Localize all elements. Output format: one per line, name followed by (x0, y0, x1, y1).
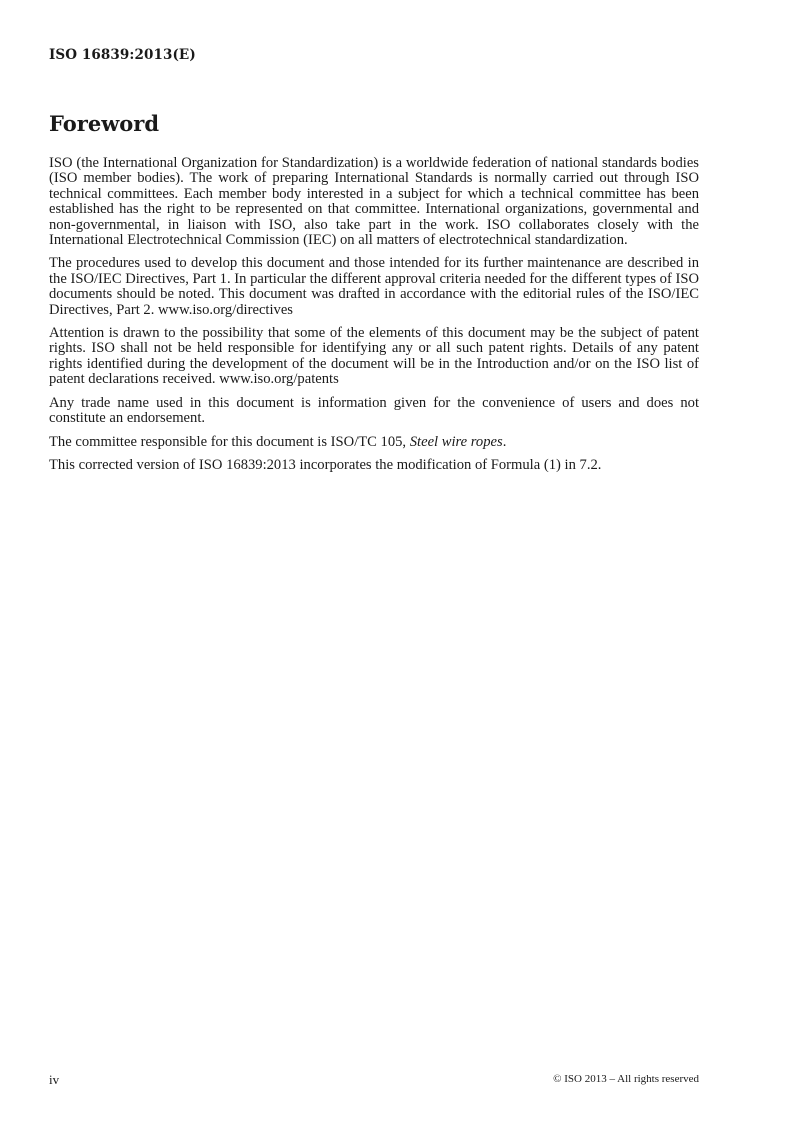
copyright-notice: © ISO 2013 – All rights reserved (553, 1073, 699, 1085)
paragraph-committee (49, 435, 699, 450)
paragraph-procedures: The procedures used to develop this document and those intended for its further maintenance are described in the ISO/IEC Directives, Part 1. In particular the different approval criteria needed for the different types of ISO documents should be noted. This document was drafted in accordance with the editorial rules of the ISO/IEC Directives, Part 2. www.iso.org/directives (49, 255, 699, 318)
paragraph-patent-rights: Attention is drawn to the possibility that some of the elements of this document may be the subject of patent rights. ISO shall not be held responsible for identifying any or all such patent rights. Details of any patent rights identified during the development of the document will be in the Introduction and/or on the ISO list of patent declarations received. www.iso.org/patents (49, 325, 699, 388)
foreword-body (49, 156, 699, 481)
committee-period: . (502, 433, 507, 450)
committee-text: The committee responsible for this document is ISO/TC 105, (49, 433, 410, 450)
paragraph-trade-name: Any trade name used in this document is information given for the convenience of users and does not constitute an endorsement. (49, 394, 699, 427)
committee-title: Steel wire ropes (409, 433, 503, 450)
document-id: ISO 16839:2013(E) (49, 47, 196, 63)
page-title: Foreword (49, 111, 160, 136)
page-number: iv (49, 1072, 60, 1087)
paragraph-corrected-version: This corrected version of ISO 16839:2013 incorporates the modification of Formula (1) in 7.2. (49, 456, 602, 473)
paragraph-iso-overview: ISO (the International Organization for Standardization) is a worldwide federation of national standards bodies (ISO member bodies). The work of preparing International Standards is normally carried out through ISO technical committees. Each member body interested in a subject for which a technical committee has been established has the right to be represented on that committee. International organizations, governmental and non-governmental, in liaison with ISO, also take part in the work. ISO collaborates closely with the International Electrotechnical Commission (IEC) on all matters of electrotechnical standardization. (49, 155, 699, 249)
